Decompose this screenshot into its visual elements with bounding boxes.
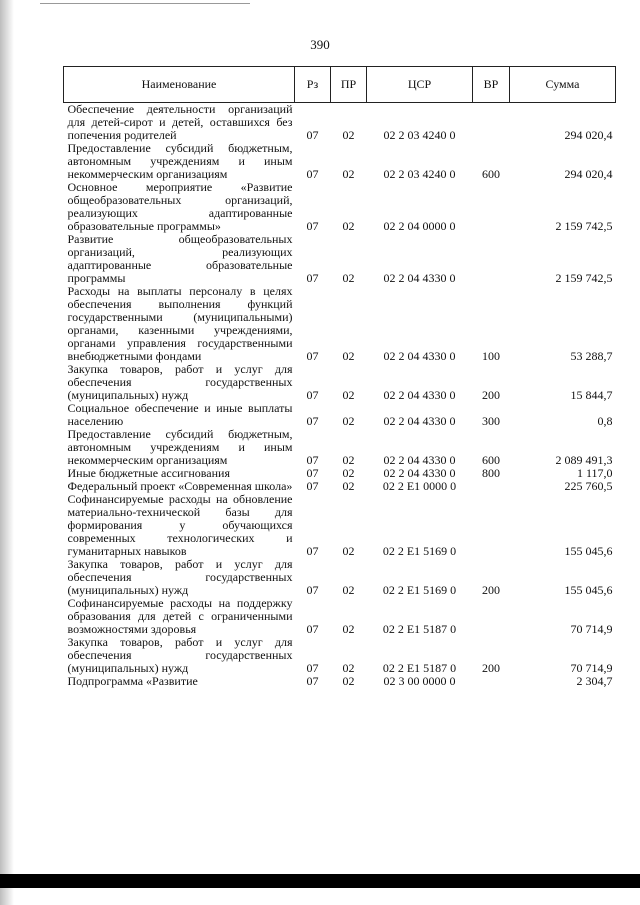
table-body (64, 103, 616, 689)
cell-name: Подпрограмма «Развитие (67, 674, 198, 688)
cell-csr: 02 2 E1 5169 0 (382, 583, 457, 597)
cell-rz: 07 (306, 453, 319, 467)
cell-pr: 02 (342, 167, 355, 181)
cell-csr: 02 2 E1 5187 0 (382, 661, 457, 675)
cell-rz: 07 (306, 661, 319, 675)
header-name: Наименование (64, 67, 295, 103)
cell-name: Основное мероприятие «Развитие общеобразовательных организаций, реализующих адаптированные образовательные программы» (67, 180, 293, 233)
header-pr: ПР (331, 67, 367, 103)
cell-sum: 155 045,6 (564, 544, 613, 558)
cell-csr: 02 2 04 4330 0 (383, 453, 456, 467)
cell-csr: 02 2 04 0000 0 (383, 219, 456, 233)
cell-name: Обеспечение деятельности организаций для детей-сирот и детей, оставшихся без попечения родителей (67, 102, 293, 142)
table-row (64, 428, 616, 467)
cell-sum: 53 288,7 (570, 349, 613, 363)
cell-rz: 07 (306, 167, 319, 181)
cell-csr: 02 2 03 4240 0 (383, 167, 456, 181)
cell-rz: 07 (306, 414, 319, 428)
cell-rz: 07 (306, 622, 319, 636)
cell-pr: 02 (342, 219, 355, 233)
cell-sum: 2 159 742,5 (555, 219, 613, 233)
cell-pr: 02 (342, 271, 355, 285)
cell-rz: 07 (306, 271, 319, 285)
cell-rz: 07 (306, 479, 319, 493)
cell-sum: 294 020,4 (564, 128, 613, 142)
cell-name: Развитие общеобразовательных организаций, реализующих адаптированные образовательные программы (67, 232, 293, 285)
table-row (64, 597, 616, 636)
cell-name: Софинансируемые расходы на поддержку образования для детей с ограниченными возможностями здоровья (67, 596, 293, 636)
table-row (64, 181, 616, 233)
cell-pr: 02 (342, 128, 355, 142)
table-row (64, 675, 616, 688)
cell-csr: 02 2 04 4330 0 (383, 466, 456, 480)
cell-vr: 600 (482, 167, 500, 181)
cell-csr: 02 2 E1 0000 0 (382, 479, 457, 493)
cell-pr: 02 (342, 544, 355, 558)
cell-pr: 02 (342, 466, 355, 480)
cell-pr: 02 (342, 622, 355, 636)
cell-sum: 294 020,4 (564, 167, 613, 181)
cell-pr: 02 (342, 388, 355, 402)
cell-name: Расходы на выплаты персоналу в целях обеспечения выполнения функций государственными (муниципальными) органами, казенными учреждениями, органами управления государственными внебюджетными фондами (67, 284, 293, 363)
table-row (64, 636, 616, 675)
cell-vr (473, 493, 510, 558)
scan-top-mark (40, 3, 250, 4)
table-row (64, 363, 616, 402)
cell-vr: 200 (482, 388, 500, 402)
scan-left-shadow (0, 0, 14, 905)
cell-rz: 07 (306, 388, 319, 402)
cell-pr: 02 (342, 479, 355, 493)
cell-sum: 225 760,5 (564, 479, 613, 493)
cell-csr: 02 3 00 0000 0 (383, 674, 456, 688)
cell-rz: 07 (306, 583, 319, 597)
cell-rz: 07 (306, 349, 319, 363)
cell-vr (473, 480, 510, 493)
table-row (64, 285, 616, 363)
cell-name: Закупка товаров, работ и услуг для обеспечения государственных (муниципальных) нужд (67, 362, 293, 402)
cell-name: Предоставление субсидий бюджетным, автономным учреждениям и иным некоммерческим организациям (67, 141, 293, 181)
cell-csr: 02 2 04 4330 0 (383, 414, 456, 428)
cell-csr: 02 2 04 4330 0 (383, 349, 456, 363)
page-number: 390 (310, 37, 330, 52)
cell-sum: 2 089 491,3 (555, 453, 613, 467)
header-csr: ЦСР (367, 67, 473, 103)
header-vr: ВР (473, 67, 510, 103)
cell-csr: 02 2 E1 5187 0 (382, 622, 457, 636)
cell-vr: 200 (482, 661, 500, 675)
cell-rz: 07 (306, 544, 319, 558)
cell-pr: 02 (342, 674, 355, 688)
cell-rz: 07 (306, 128, 319, 142)
cell-vr: 200 (482, 583, 500, 597)
cell-csr: 02 2 03 4240 0 (383, 128, 456, 142)
cell-rz: 07 (306, 219, 319, 233)
cell-vr (473, 597, 510, 636)
cell-vr (473, 233, 510, 285)
cell-vr: 300 (482, 414, 500, 428)
header-rz: Рз (295, 67, 331, 103)
cell-name: Предоставление субсидий бюджетным, автономным учреждениям и иным некоммерческим организациям (67, 427, 293, 467)
cell-sum: 70 714,9 (570, 622, 613, 636)
table-row (64, 233, 616, 285)
cell-name: Иные бюджетные ассигнования (67, 466, 230, 480)
cell-name: Закупка товаров, работ и услуг для обеспечения государственных (муниципальных) нужд (67, 635, 293, 675)
table-row (64, 558, 616, 597)
cell-name: Закупка товаров, работ и услуг для обеспечения государственных (муниципальных) нужд (67, 557, 293, 597)
cell-pr: 02 (342, 661, 355, 675)
cell-pr: 02 (342, 583, 355, 597)
scan-bottom-edge (0, 874, 640, 888)
table-header-row (64, 67, 616, 103)
cell-pr: 02 (342, 414, 355, 428)
cell-sum: 2 304,7 (576, 674, 613, 688)
cell-sum: 70 714,9 (570, 661, 613, 675)
cell-vr: 600 (482, 453, 500, 467)
cell-vr (473, 675, 510, 688)
cell-pr: 02 (342, 349, 355, 363)
cell-name: Софинансируемые расходы на обновление материально-технической базы для формирования у обучающихся современных технологических и гуманитарных навыков (67, 492, 293, 558)
table-row (64, 142, 616, 181)
cell-sum: 155 045,6 (564, 583, 613, 597)
budget-table (63, 66, 616, 688)
cell-rz: 07 (306, 466, 319, 480)
header-sum: Сумма (510, 67, 616, 103)
cell-pr: 02 (342, 453, 355, 467)
cell-csr: 02 2 04 4330 0 (383, 388, 456, 402)
cell-sum: 0,8 (597, 414, 613, 428)
cell-name: Социальное обеспечение и иные выплаты населению (67, 401, 293, 428)
cell-rz: 07 (306, 674, 319, 688)
cell-csr: 02 2 04 4330 0 (383, 271, 456, 285)
table-row (64, 103, 616, 143)
cell-sum: 1 117,0 (576, 466, 613, 480)
cell-name: Федеральный проект «Современная школа» (67, 479, 293, 493)
cell-vr (473, 103, 510, 143)
cell-vr (473, 181, 510, 233)
cell-csr: 02 2 E1 5169 0 (382, 544, 457, 558)
cell-sum: 15 844,7 (570, 388, 613, 402)
cell-vr: 800 (482, 466, 500, 480)
table-row (64, 493, 616, 558)
cell-vr: 100 (482, 349, 500, 363)
cell-sum: 2 159 742,5 (555, 271, 613, 285)
table-row (64, 402, 616, 428)
